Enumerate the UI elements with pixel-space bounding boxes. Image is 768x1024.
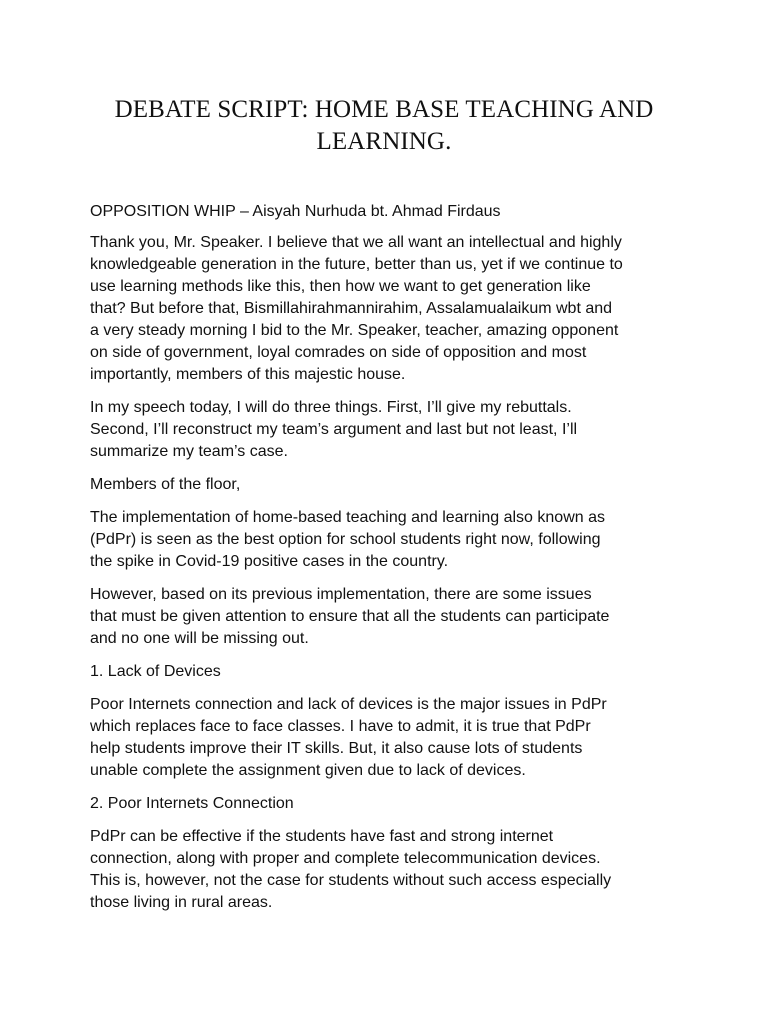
speaker-line: OPPOSITION WHIP – Aisyah Nurhuda bt. Ahmad Firdaus bbox=[90, 203, 501, 220]
heading-poor-connection: 2. Poor Internets Connection bbox=[90, 795, 294, 812]
heading-lack-of-devices: 1. Lack of Devices bbox=[90, 663, 221, 680]
paragraph-opening: Thank you, Mr. Speaker. I believe that we all want an intellectual and highly knowledgeable generation in the future, better than us, yet if we continue to use learning methods like this, then how we want to get generation like that? But before that, Bismillahirahmannirahim, Assalamualaikum wbt and a very steady morning I bid to the Mr. Speaker, teacher, amazing opponent on side of government, loyal comrades on side of opposition and most importantly, members of this majestic house. bbox=[90, 234, 623, 383]
document-body bbox=[90, 201, 690, 925]
document-title bbox=[60, 94, 708, 158]
title-line-1: DEBATE SCRIPT: HOME BASE TEACHING AND bbox=[114, 96, 654, 123]
title-line-2: LEARNING. bbox=[316, 128, 452, 155]
paragraph-speech-outline: In my speech today, I will do three things. First, I’ll give my rebuttals. Second, I’ll reconstruct my team’s argument and last but not least, I’ll summarize my team’s case. bbox=[90, 399, 578, 460]
paragraph-poor-connection: PdPr can be effective if the students have fast and strong internet connection, along with proper and complete telecommunication devices. This is, however, not the case for students without such access especially those living in rural areas. bbox=[90, 828, 612, 911]
paragraph-issues: However, based on its previous implementation, there are some issues that must be given attention to ensure that all the students can participate and no one will be missing out. bbox=[90, 586, 610, 647]
paragraph-address: Members of the floor, bbox=[90, 476, 241, 493]
paragraph-lack-of-devices: Poor Internets connection and lack of devices is the major issues in PdPr which replaces face to face classes. I have to admit, it is true that PdPr help students improve their IT skills. But, it also cause lots of students unable complete the assignment given due to lack of devices. bbox=[90, 696, 607, 779]
paragraph-implementation: The implementation of home-based teaching and learning also known as (PdPr) is seen as the best option for school students right now, following the spike in Covid-19 positive cases in the country. bbox=[90, 509, 605, 570]
